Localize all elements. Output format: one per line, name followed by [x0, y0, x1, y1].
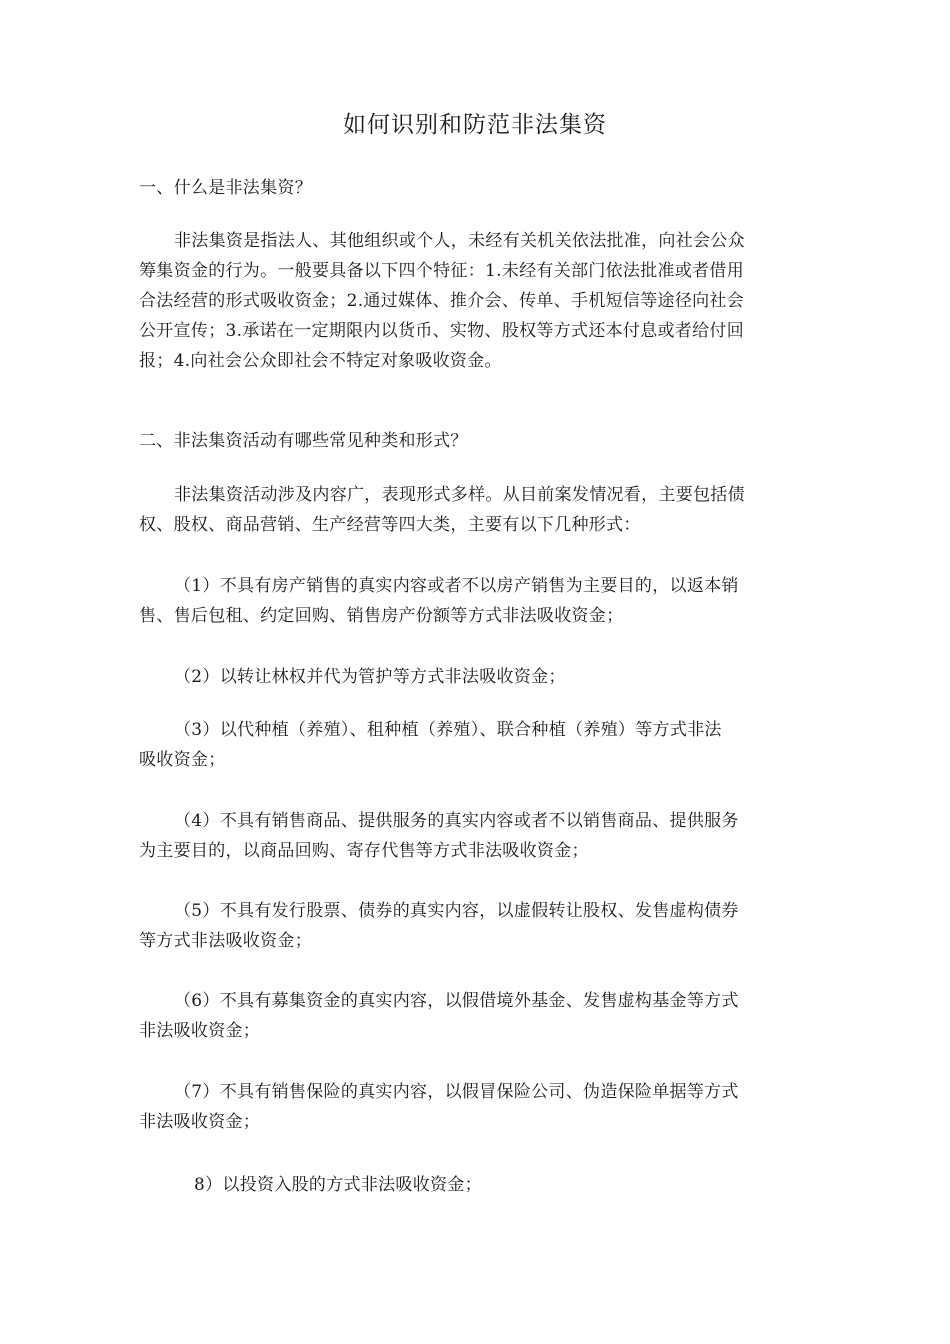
list-item-7 — [139, 1077, 811, 1137]
list-item-5 — [139, 896, 811, 956]
list-item-line: 8）以投资入股的方式非法吸收资金； — [194, 1175, 482, 1195]
list-item-line: 非法吸收资金； — [139, 1112, 261, 1132]
list-item-line: 等方式非法吸收资金； — [139, 931, 312, 951]
section-1-paragraph — [139, 226, 811, 376]
paragraph-line: 合法经营的形式吸收资金；2.通过媒体、推介会、传单、手机短信等途径向社会 — [139, 291, 745, 311]
section-2-heading: 二、非法集资活动有哪些常见种类和形式？ — [139, 431, 468, 451]
list-item-line: 售、售后包租、约定回购、销售房产份额等方式非法吸收资金； — [139, 606, 624, 626]
paragraph-line: 公开宣传；3.承诺在一定期限内以货币、实物、股权等方式还本付息或者给付回 — [139, 321, 745, 341]
paragraph-line: 报；4.向社会公众即社会不特定对象吸收资金。 — [139, 351, 502, 371]
list-item-line: 非法吸收资金； — [139, 1021, 261, 1041]
list-item-8 — [139, 1170, 811, 1200]
list-item-line: 为主要目的，以商品回购、寄存代售等方式非法吸收资金； — [139, 841, 589, 861]
list-item-4 — [139, 806, 811, 866]
list-item-6 — [139, 986, 811, 1046]
list-item-line: （6）不具有募集资金的真实内容，以假借境外基金、发售虚构基金等方式 — [174, 991, 739, 1011]
list-item-line: 吸收资金； — [139, 750, 226, 770]
document-title: 如何识别和防范非法集资 — [343, 112, 607, 138]
section-2-intro — [139, 480, 811, 540]
list-item-line: （3）以代种植（养殖）、租种植（养殖）、联合种植（养殖）等方式非法 — [174, 720, 722, 740]
paragraph-line: 筹集资金的行为。一般要具备以下四个特征：1.未经有关部门依法批准或者借用 — [139, 261, 745, 281]
section-1-heading: 一、什么是非法集资？ — [139, 178, 312, 198]
list-item-line: （1）不具有房产销售的真实内容或者不以房产销售为主要目的，以返本销 — [174, 576, 739, 596]
list-item-1 — [139, 571, 811, 631]
list-item-line: （5）不具有发行股票、债券的真实内容，以虚假转让股权、发售虚构债券 — [174, 901, 739, 921]
list-item-2 — [139, 662, 811, 692]
paragraph-line: 权、股权、商品营销、生产经营等四大类，主要有以下几种形式： — [139, 515, 641, 535]
list-item-line: （7）不具有销售保险的真实内容，以假冒保险公司、伪造保险单据等方式 — [174, 1082, 739, 1102]
paragraph-line: 非法集资是指法人、其他组织或个人，未经有关机关依法批准，向社会公众 — [174, 231, 745, 251]
list-item-line: （2）以转让林权并代为管护等方式非法吸收资金； — [174, 667, 566, 687]
list-item-3 — [139, 715, 811, 775]
paragraph-line: 非法集资活动涉及内容广，表现形式多样。从目前案发情况看，主要包括债 — [174, 485, 745, 505]
list-item-line: （4）不具有销售商品、提供服务的真实内容或者不以销售商品、提供服务 — [174, 811, 739, 831]
